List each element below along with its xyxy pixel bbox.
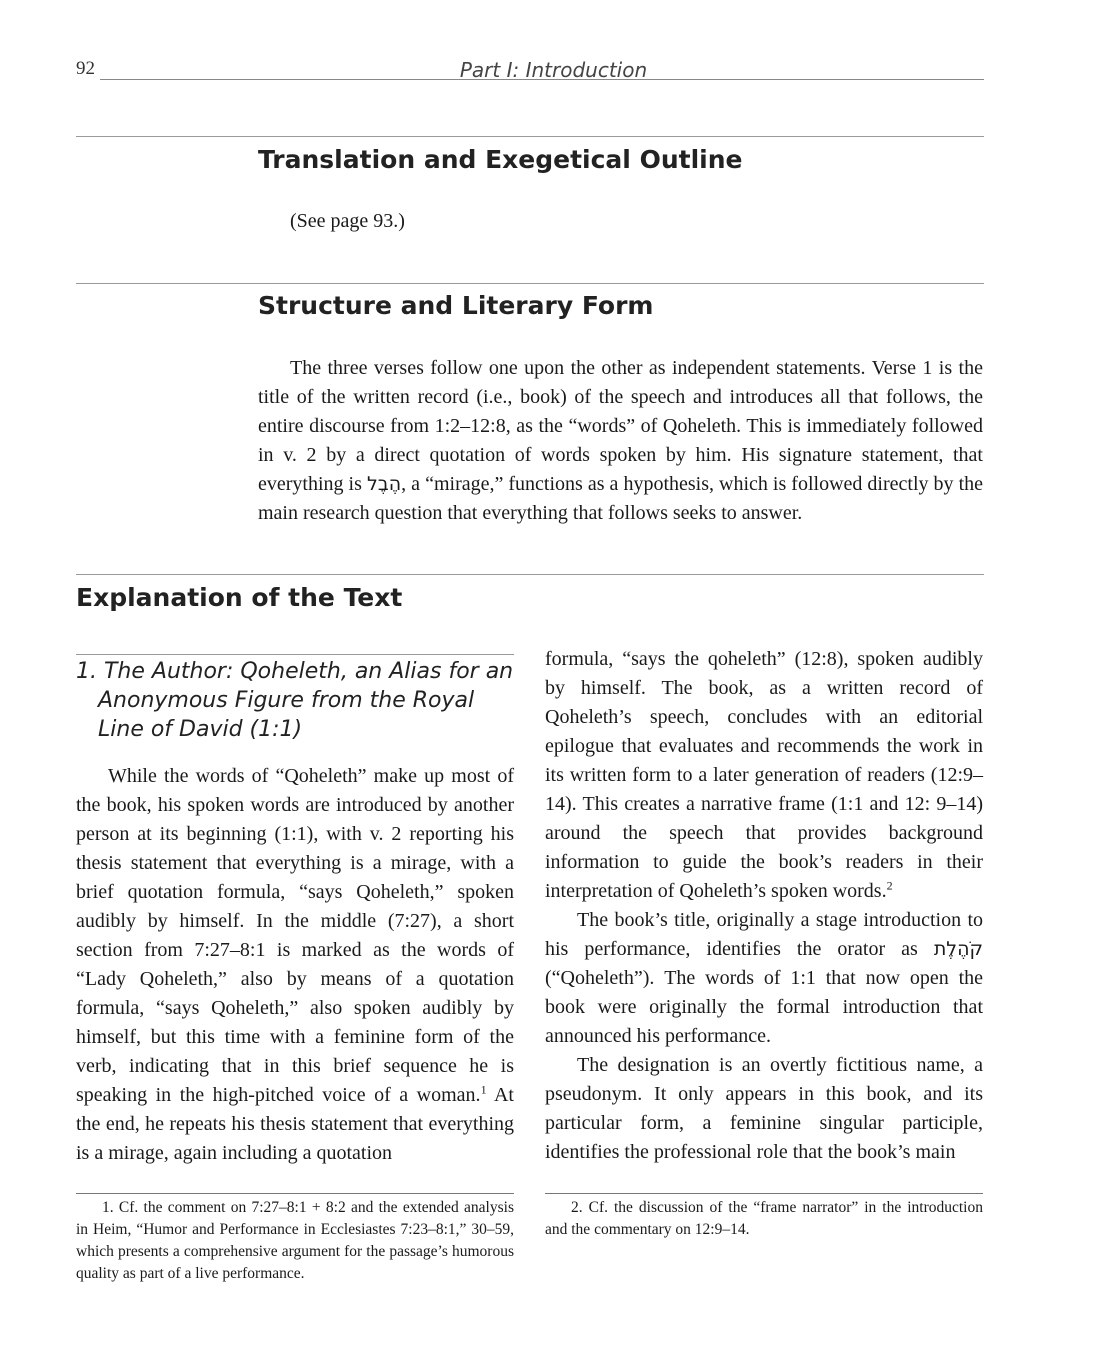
explanation-heading: Explanation of the Text: [76, 583, 403, 612]
structure-heading: Structure and Literary Form: [258, 291, 654, 320]
footnote-1: 1. Cf. the comment on 7:27–8:1 + 8:2 and the extended analysis in Heim, “Humor and Performance in Ecclesiastes 7:23–8:1,” 30–59, which presents a comprehensive argument for the passage’s humorous quality as part of a live performance.: [76, 1199, 514, 1282]
right-column: [545, 645, 983, 1167]
right-paragraph-2: [545, 906, 983, 1051]
footnote-rule-right: [545, 1193, 983, 1194]
right-paragraph-2-part1: The book’s title, originally a stage introduction to his performance, identifies the orator as: [545, 909, 983, 960]
subheading-rule: [76, 654, 514, 655]
footnote-ref-2[interactable]: 2: [886, 878, 893, 893]
running-header-title: Part I: Introduction: [459, 58, 648, 82]
hebrew-hevel: הֶבֶל: [366, 473, 402, 495]
structure-text-part2: , a “mirage,” functions as a hypothesis, which is followed directly by the main research question that everything that follows seeks to answer.: [258, 473, 984, 524]
header-rule: [100, 79, 984, 80]
left-paragraph-tail: At the end, he repeats his thesis statement that everything is a mirage, again including a quotation: [76, 1084, 514, 1164]
section-divider: [76, 283, 984, 284]
left-column-paragraph: [76, 762, 514, 1168]
structure-text-part1: The three verses follow one upon the other as independent statements. Verse 1 is the title of the written record (i.e., book) of the speech and introduces all that follows, the entire discourse from 1:2–12:8, as the “words” of Qoheleth. This is immediately followed in v. 2 by a direct quotation of words spoken by him. His signature statement, that everything is: [258, 357, 983, 495]
see-page-note: (See page 93.): [290, 210, 405, 232]
footnote-rule-left: [76, 1193, 514, 1194]
right-paragraph-3: The designation is an overtly fictitious name, a pseudonym. It only appears in this book, and its particular form, a feminine singular participle, identifies the professional role that the book’s main: [545, 1054, 983, 1163]
structure-paragraph: [258, 354, 983, 528]
author-subheading: 1. The Author: Qoheleth, an Alias for an Anonymous Figure from the Royal Line of David (1:1): [76, 659, 514, 742]
page-number: 92: [76, 58, 95, 79]
footnote-ref-1[interactable]: 1: [480, 1082, 487, 1097]
right-paragraph-1-text: formula, “says the qoheleth” (12:8), spoken audibly by himself. The book, as a written record of Qoheleth’s speech, concludes with an editorial epilogue that evaluates and recommends the work in its written form to a later generation of readers (12:9–14). This creates a narrative frame (1:1 and 12: 9–14) around the speech that provides background information to guide the book’s readers in their interpretation of Qoheleth’s spoken words.: [545, 648, 983, 902]
right-paragraph-1: [545, 645, 983, 906]
section-divider: [76, 136, 984, 137]
translation-heading: Translation and Exegetical Outline: [258, 145, 743, 174]
left-paragraph-main: While the words of “Qoheleth” make up most of the book, his spoken words are introduced by another person at its beginning (1:1), with v. 2 reporting his thesis statement that everything is a mirage, with a brief quotation formula, “says Qoheleth,” spoken audibly by himself. In the middle (7:27), a short section from 7:27–8:1 is marked as the words of “Lady Qoheleth,” also by means of a quotation formula, “says Qoheleth,” also spoken audibly by himself, but this time with a feminine form of the verb, indicating that in this brief sequence he is speaking in the high-pitched voice of a woman.: [76, 765, 514, 1106]
hebrew-qoheleth: קֹהֶלֶת: [933, 938, 983, 960]
section-divider: [76, 574, 984, 575]
right-paragraph-2-part2: (“Qoheleth”). The words of 1:1 that now open the book were originally the formal introduction that announced his performance.: [545, 967, 983, 1047]
footnote-2: 2. Cf. the discussion of the “frame narrator” in the introduction and the commentary on 12:9–14.: [545, 1199, 983, 1238]
